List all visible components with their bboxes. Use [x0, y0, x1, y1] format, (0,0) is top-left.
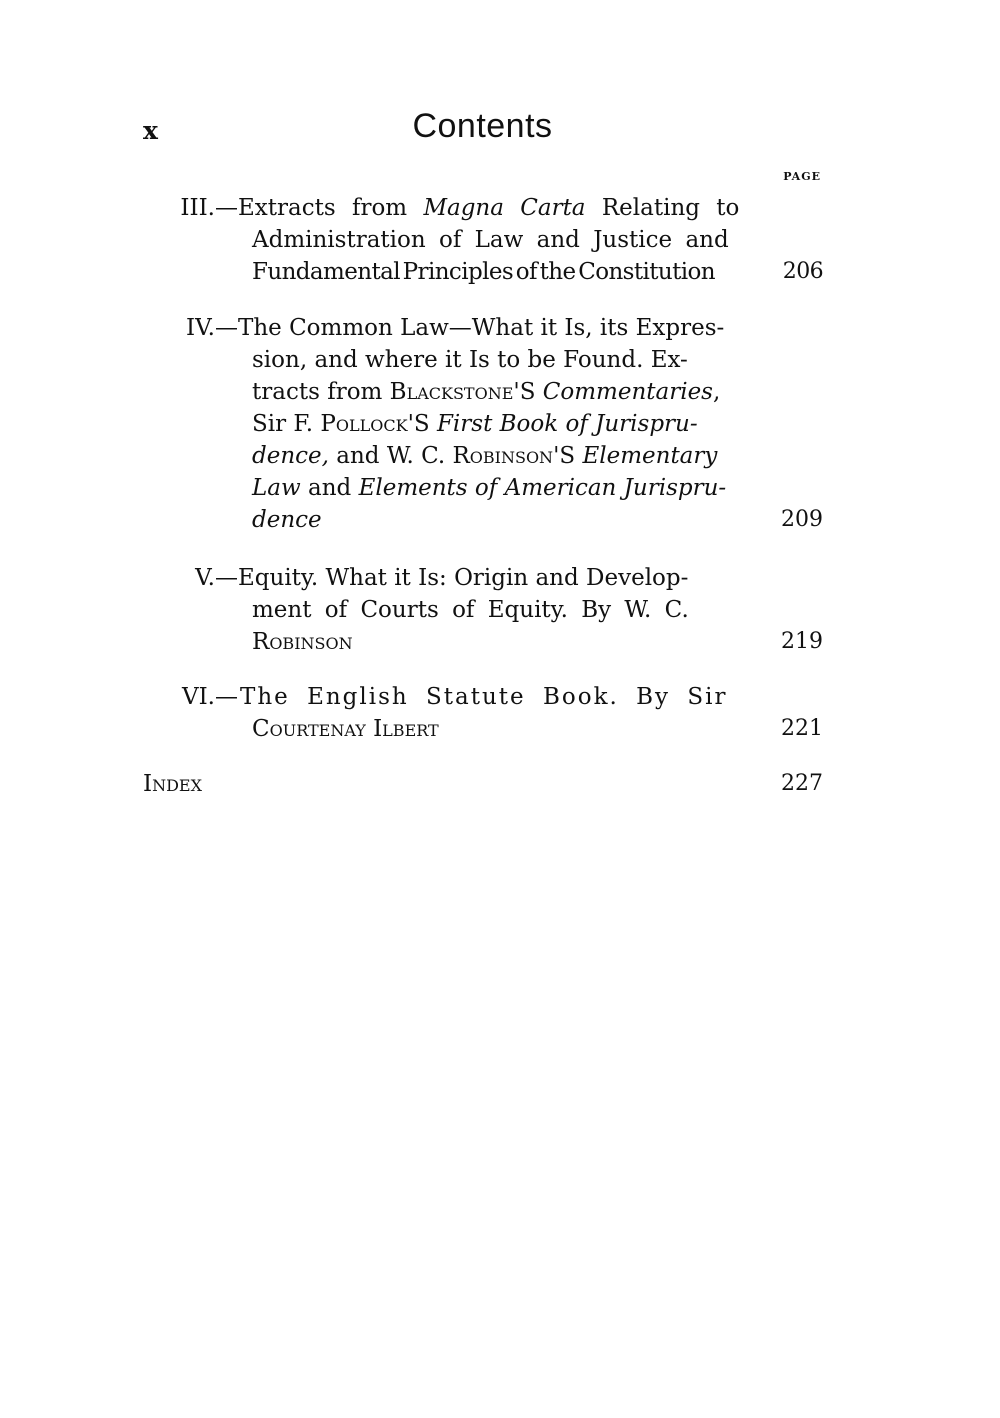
toc-entry-iii[interactable] — [143, 192, 823, 288]
page-folio: x — [143, 116, 158, 145]
entry-line: dence, and W. C. Robinson'S Elementary — [252, 443, 718, 469]
index-label: Index — [143, 771, 202, 797]
entry-line: Fundamental Principles of the Constitution — [252, 259, 715, 285]
page-number: 221 — [781, 716, 823, 741]
entry-number: V. — [195, 565, 215, 591]
toc-entry-iv[interactable] — [143, 312, 823, 536]
entry-line: —The Common Law—What it Is, its Expres- — [215, 315, 725, 341]
page-number: 209 — [781, 507, 823, 532]
entry-line: —Extracts from Magna Carta Relating to — [215, 195, 740, 221]
entry-line: Sir F. Pollock'S First Book of Jurispru- — [252, 411, 698, 437]
toc-entry-vi[interactable] — [143, 681, 823, 745]
page-number: 219 — [781, 629, 823, 654]
entry-line: —The English Statute Book. By Sir — [215, 684, 728, 710]
entry-line: sion, and where it Is to be Found. Ex- — [252, 347, 688, 373]
toc-entry-index[interactable] — [143, 768, 823, 800]
entry-line: dence — [252, 507, 322, 533]
entry-line: Courtenay Ilbert — [252, 716, 439, 742]
entry-line: Law and Elements of American Jurispru- — [252, 475, 727, 501]
entry-number: III. — [180, 195, 215, 221]
page-number: 206 — [782, 259, 823, 284]
entry-line: Administration of Law and Justice and — [252, 227, 729, 253]
entry-line: tracts from Blackstone'S Commentaries, — [252, 379, 721, 405]
page-column-label: PAGE — [783, 170, 821, 183]
entry-number: VI. — [181, 684, 215, 710]
toc-entry-v[interactable] — [143, 562, 823, 658]
page-number: 227 — [781, 771, 823, 796]
entry-line: ment of Courts of Equity. By W. C. — [252, 597, 689, 623]
entry-line: —Equity. What it Is: Origin and Develop- — [215, 565, 689, 591]
entry-line: Robinson — [252, 629, 353, 655]
page-title: Contents — [412, 107, 553, 145]
entry-number: IV. — [186, 315, 215, 341]
